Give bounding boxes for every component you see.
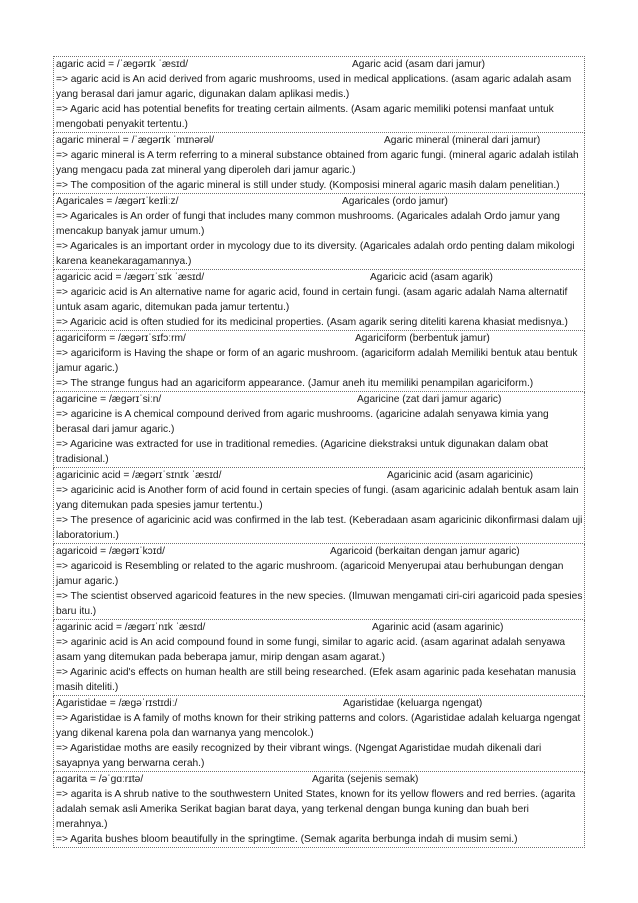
entry-term: Agaricales = /æɡərɪˈkeɪliːz/: [56, 196, 179, 207]
entry-translation: Agaric mineral (mineral dari jamur): [384, 135, 541, 146]
entry-translation: Agaricinic acid (asam agaricinic): [387, 470, 534, 481]
entry-header: [56, 270, 583, 285]
entry-header: [56, 194, 583, 209]
entry-definition: => agaricine is A chemical compound derived from agaric mushrooms. (agaricine adalah senyawa kimia yang berasal dari jamur agaric.): [56, 409, 549, 435]
entry-example: => Agaricic acid is often studied for its medicinal properties. (Asam agarik sering diteliti karena khasiat medisnya.): [56, 317, 568, 328]
dictionary-entry: [53, 331, 585, 392]
dictionary-entry: [53, 696, 585, 772]
entry-header: [56, 696, 583, 711]
dictionary-entry: [53, 56, 585, 133]
dictionary-entry: [53, 620, 585, 696]
entry-translation: Agaricoid (berkaitan dengan jamur agaric): [330, 546, 520, 557]
entry-header: [56, 57, 583, 72]
entry-definition: => agariciform is Having the shape or form of an agaric mushroom. (agariciform adalah Memiliki bentuk atau bentuk jamur agaric.): [56, 348, 578, 374]
entry-term: agaricinic acid = /æɡərɪˈsɪnɪk ˈæsɪd/: [56, 470, 222, 481]
entry-example: => Agaristidae moths are easily recognized by their vibrant wings. (Ngengat Agaristidae mudah dikenali dari sayapnya yang berwarna cerah.): [56, 743, 542, 769]
entry-example: => Agaric acid has potential benefits for treating certain ailments. (Asam agaric memiliki potensi manfaat untuk mengobati penyakit tertentu.): [56, 104, 554, 130]
entry-definition: => agarinic acid is An acid compound found in some fungi, similar to agaric acid. (asam agarinat adalah senyawa asam yang ditemukan pada beberapa jamur, mirip dengan asam agarat.): [56, 637, 566, 663]
entry-definition: => agaric acid is An acid derived from agaric mushrooms, used in medical applications. (asam agaric adalah asam yang berasal dari jamur agaric, digunakan dalam aplikasi medis.): [56, 74, 572, 100]
entry-term: agariciform = /æɡərɪˈsɪfɔːrm/: [56, 333, 186, 344]
entry-translation: Agariciform (berbentuk jamur): [355, 333, 490, 344]
entry-term: agarita = /əˈɡɑːrɪtə/: [56, 774, 144, 785]
dictionary-entry: [53, 392, 585, 468]
entry-header: [56, 772, 583, 787]
entry-definition: => agaricoid is Resembling or related to the agaric mushroom. (agaricoid Menyerupai atau berhubungan dengan jamur agaric.): [56, 561, 564, 587]
entry-translation: Agaricales (ordo jamur): [342, 196, 448, 207]
entry-example: => Agarita bushes bloom beautifully in the springtime. (Semak agarita berbunga indah di musim semi.): [56, 834, 518, 845]
dictionary-entry: [53, 270, 585, 331]
entry-definition: => agarita is A shrub native to the southwestern United States, known for its yellow flowers and red berries. (agarita adalah semak asli Amerika Serikat bagian barat daya, yang terkenal dengan bunga kuning dan buah beri merahnya.): [56, 789, 576, 830]
entry-example: => The scientist observed agaricoid features in the new species. (Ilmuwan mengamati ciri-ciri agaricoid pada spesies baru itu.): [56, 591, 583, 617]
entry-example: => Agaricine was extracted for use in traditional remedies. (Agaricine diekstraksi untuk digunakan dalam obat tradisional.): [56, 439, 549, 465]
entry-term: Agaristidae = /æɡəˈrɪstɪdiː/: [56, 698, 178, 709]
dictionary-entry: [53, 544, 585, 620]
entry-translation: Agaristidae (keluarga ngengat): [343, 698, 483, 709]
entry-term: agaric acid = /ˈæɡərɪk ˈæsɪd/: [56, 59, 189, 70]
entry-translation: Agaricine (zat dari jamur agaric): [357, 394, 502, 405]
entry-header: [56, 392, 583, 407]
dictionary-entry: [53, 772, 585, 848]
entry-definition: => agaricic acid is An alternative name for agaric acid, found in certain fungi. (asam agaric adalah Nama alternatif untuk asam agaric, ditemukan pada jamur tertentu.): [56, 287, 568, 313]
entry-term: agaric mineral = /ˈæɡərɪk ˈmɪnərəl/: [56, 135, 215, 146]
entry-term: agaricoid = /æɡərɪˈkɔɪd/: [56, 546, 165, 557]
entry-definition: => Agaristidae is A family of moths known for their striking patterns and colors. (Agaristidae adalah keluarga ngengat yang dikenal karena pola dan warnanya yang mencolok.): [56, 713, 581, 739]
entry-example: => Agarinic acid's effects on human health are still being researched. (Efek asam agarinic pada kesehatan manusia masih diteliti.): [56, 667, 576, 693]
entry-example: => The strange fungus had an agariciform appearance. (Jamur aneh itu memiliki penampilan agariciform.): [56, 378, 534, 389]
entry-translation: Agarita (sejenis semak): [312, 774, 419, 785]
entry-header: [56, 133, 583, 148]
entry-term: agaricic acid = /æɡərɪˈsɪk ˈæsɪd/: [56, 272, 205, 283]
entry-term: agarinic acid = /æɡərɪˈnɪk ˈæsɪd/: [56, 622, 206, 633]
dictionary-entry: [53, 133, 585, 194]
entry-term: agaricine = /æɡərɪˈsiːn/: [56, 394, 162, 405]
entry-example: => The composition of the agaric mineral is still under study. (Komposisi mineral agaric masih dalam penelitian.): [56, 180, 560, 191]
entry-header: [56, 331, 583, 346]
entry-example: => Agaricales is an important order in mycology due to its diversity. (Agaricales adalah ordo penting dalam mikologi karena keanekaragamannya.): [56, 241, 575, 267]
entry-definition: => Agaricales is An order of fungi that includes many common mushrooms. (Agaricales adalah Ordo jamur yang mencakup banyak jamur umum.): [56, 211, 560, 237]
entry-definition: => agaric mineral is A term referring to a mineral substance obtained from agaric fungi. (mineral agaric adalah istilah yang mengacu pada zat mineral yang diperoleh dari jamur agaric.): [56, 150, 579, 176]
entry-translation: Agarinic acid (asam agarinic): [372, 622, 504, 633]
dictionary-page: [53, 56, 585, 848]
entry-header: [56, 468, 583, 483]
dictionary-entry: [53, 468, 585, 544]
entry-header: [56, 544, 583, 559]
entry-example: => The presence of agaricinic acid was confirmed in the lab test. (Keberadaan asam agaricinic dikonfirmasi dalam uji laboratorium.): [56, 515, 583, 541]
entry-translation: Agaric acid (asam dari jamur): [352, 59, 486, 70]
entry-definition: => agaricinic acid is Another form of acid found in certain species of fungi. (asam agaricinic adalah bentuk asam lain yang ditemukan pada spesies jamur tertentu.): [56, 485, 579, 511]
dictionary-entry: [53, 194, 585, 270]
entry-header: [56, 620, 583, 635]
entry-translation: Agaricic acid (asam agarik): [370, 272, 493, 283]
